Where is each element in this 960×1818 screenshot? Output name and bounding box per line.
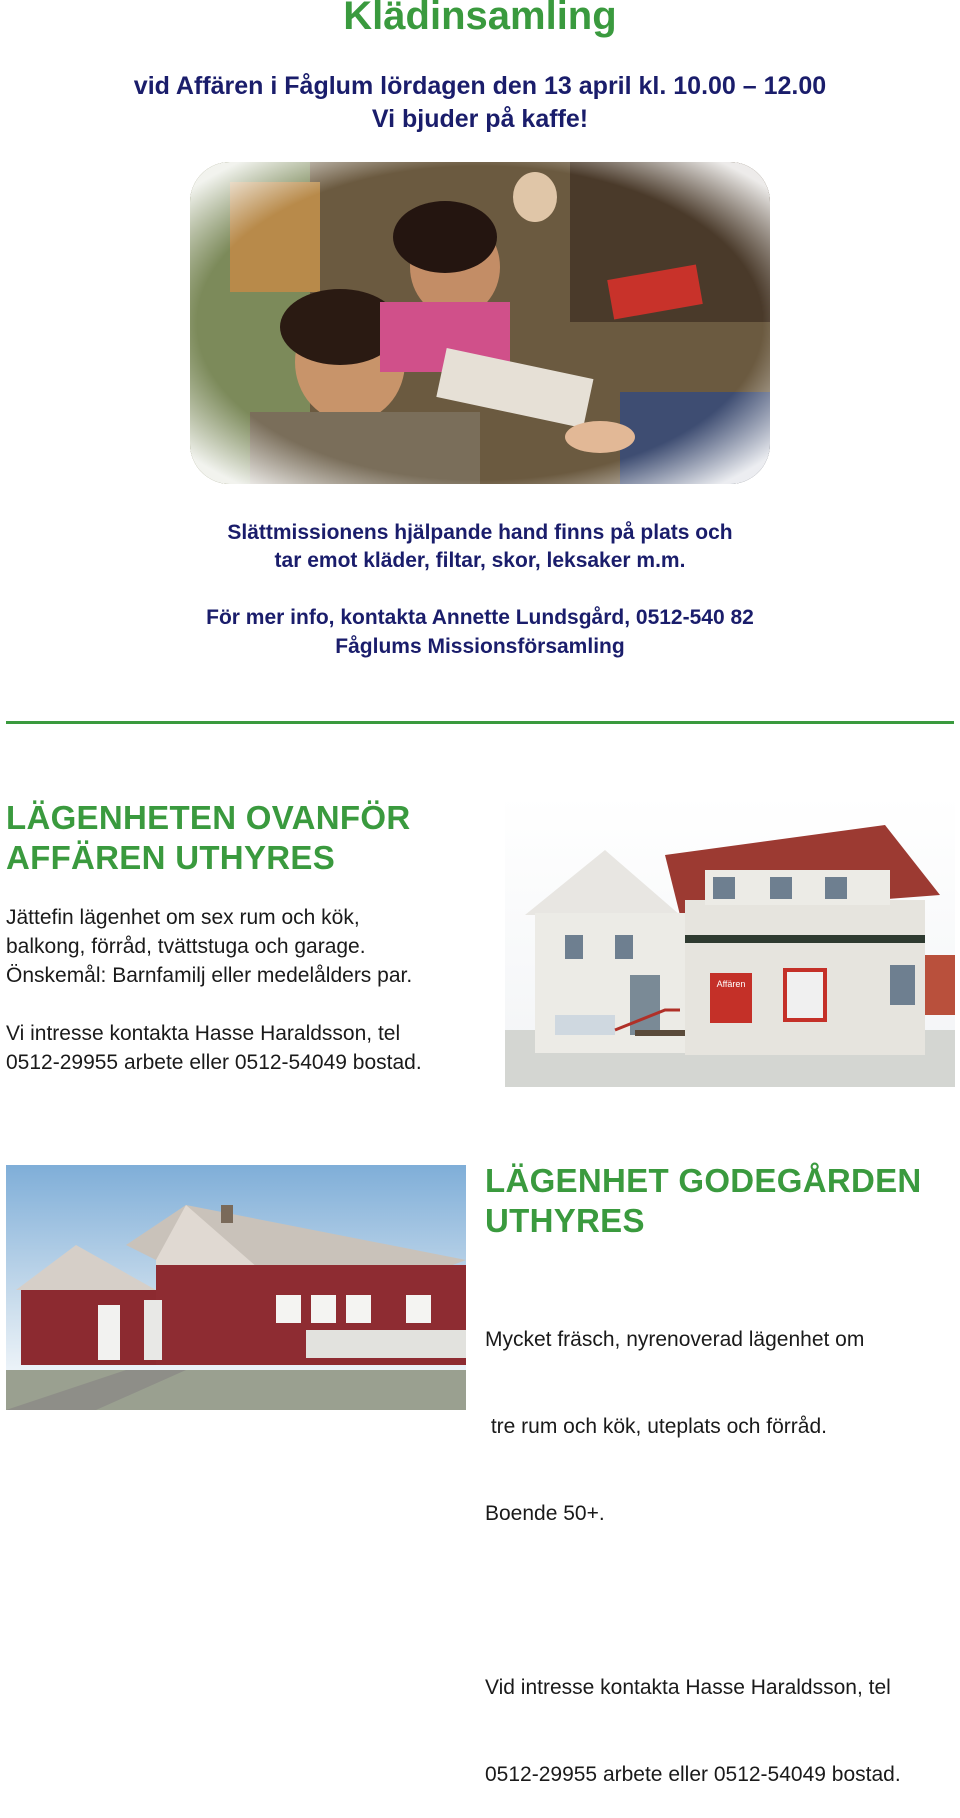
shop-building-photo [505, 795, 955, 1087]
ad2-text-1: Mycket fräsch, nyrenoverad lägenhet om [485, 1328, 865, 1351]
ad1-text-1: Jättefin lägenhet om sex rum och kök, [6, 906, 360, 929]
ad2-heading-line-2: UTHYRES [485, 1202, 645, 1239]
ad1-description [6, 903, 506, 1077]
ad1-text-3: Önskemål: Barnfamilj eller medelålders par. [6, 964, 413, 987]
ad2-text-2: tre rum och kök, uteplats och förråd. [485, 1415, 827, 1438]
section-divider [6, 721, 954, 724]
event-coffee-line: Vi bjuder på kaffe! [371, 105, 589, 133]
ad2-description [485, 1267, 957, 1818]
ad1-heading-line-1: LÄGENHETEN OVANFÖR [6, 799, 411, 836]
ad2-text-5: 0512-29955 arbete eller 0512-54049 bostad. [485, 1763, 901, 1786]
contact-line: För mer info, kontakta Annette Lundsgård, 0512-540 82 [206, 606, 754, 629]
ad1-text-2: balkong, förråd, tvättstuga och garage. [6, 935, 366, 958]
ad2-heading-line-1: LÄGENHET GODEGÅRDEN [485, 1162, 922, 1199]
description-line-1: Slättmissionens hjälpande hand finns på plats och [227, 521, 733, 544]
page-title: Klädinsamling [343, 0, 617, 38]
shop-sign-text: Affären [716, 979, 746, 989]
ad2-text-3: Boende 50+. [485, 1502, 605, 1525]
organizer-line: Fåglums Missionsförsamling [335, 635, 625, 658]
ad2-text-4: Vid intresse kontakta Hasse Haraldsson, tel [485, 1676, 891, 1699]
godegarden-building-photo [6, 1165, 466, 1410]
children-photo [190, 162, 770, 484]
ad1-text-5: 0512-29955 arbete eller 0512-54049 bostad. [6, 1051, 422, 1074]
ad1-heading [6, 798, 410, 878]
ad1-heading-line-2: AFFÄREN UTHYRES [6, 839, 336, 876]
ad2-heading [485, 1161, 922, 1241]
ad1-text-4: Vi intresse kontakta Hasse Haraldsson, tel [6, 1022, 401, 1045]
event-date-line: vid Affären i Fåglum lördagen den 13 april kl. 10.00 – 12.00 [133, 72, 827, 100]
description-line-2: tar emot kläder, filtar, skor, leksaker m.m. [274, 549, 686, 572]
